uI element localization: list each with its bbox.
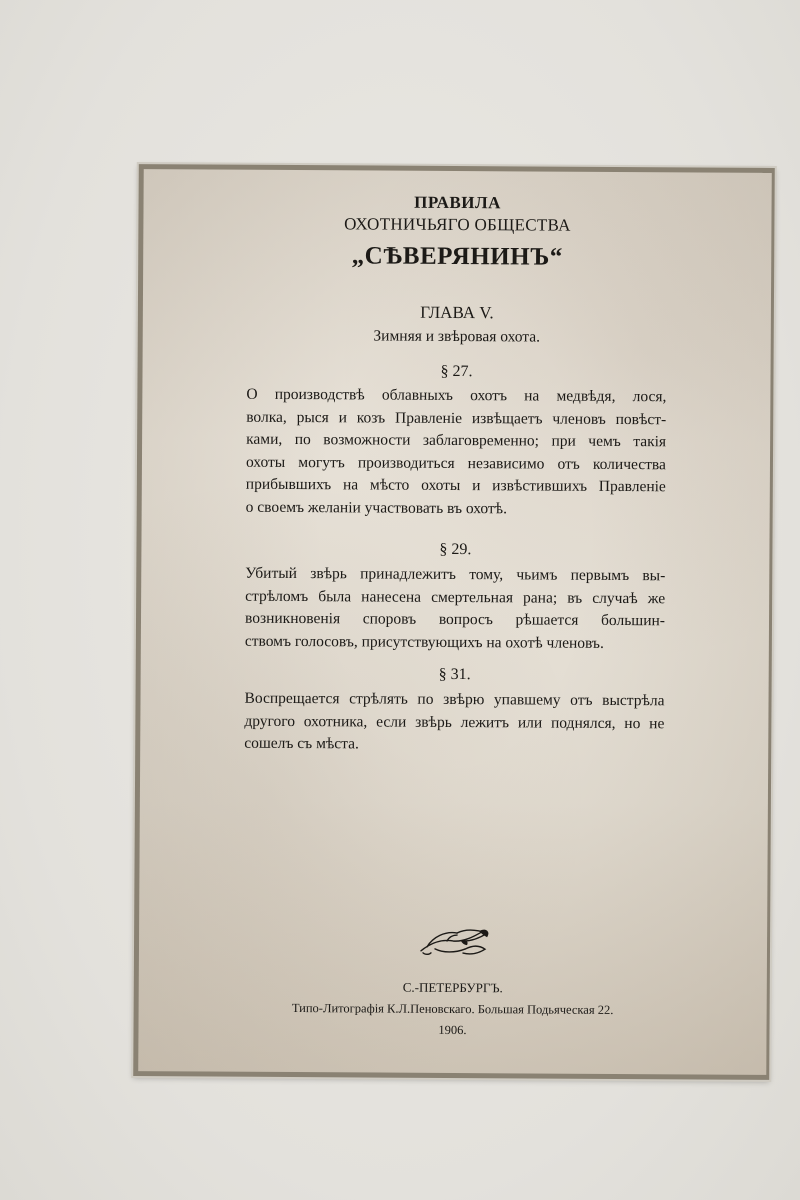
imprint-year: 1906.: [438, 1022, 467, 1038]
text-line: прибывшихъ на мѣсто охоты и извѣстившихъ Правленіе: [245, 476, 666, 496]
text-line: волка, рыся и козъ Правленіе извѣщаетъ членовъ повѣст-: [246, 408, 667, 428]
header-title-society: ОХОТНИЧЬЯГО ОБЩЕСТВА: [344, 214, 571, 235]
document-sheet: [138, 169, 771, 1075]
chapter-title: ГЛАВА V.: [420, 302, 494, 323]
text-line: Воспрещается стрѣлять по звѣрю упавшему отъ выстрѣла: [244, 689, 665, 710]
header-title-rules: ПРАВИЛА: [414, 192, 501, 213]
text-line: Убитый звѣрь принадлежитъ тому, чьимъ первымъ вы-: [245, 564, 666, 585]
text-line: охоты могутъ производиться независимо отъ количества: [245, 453, 667, 474]
section-body-29: [245, 563, 666, 656]
section-heading-27: § 27.: [440, 362, 473, 381]
chapter-subtitle: Зимняя и звѣровая охота.: [373, 327, 541, 346]
text-line: о своемъ желаніи участвовать въ охотѣ.: [245, 498, 508, 518]
feather-flourish-icon: [417, 923, 493, 959]
text-line: ствомъ голосовъ, присутствующихъ на охотѣ членовъ.: [244, 632, 604, 652]
section-body-31: [244, 688, 664, 758]
section-heading-29: § 29.: [439, 540, 472, 559]
section-body-27: [246, 384, 667, 522]
text-line: стрѣломъ была нанесена смертельная рана; въ случаѣ же: [245, 587, 666, 607]
text-line: О производствѣ облавныхъ охотъ на медвѣдя, лося,: [246, 385, 667, 406]
imprint-city: С.-ПЕТЕРБУРГЪ.: [402, 979, 503, 996]
text-line: возникновенія споровъ вопросъ рѣшается большин-: [244, 609, 666, 630]
imprint-printer: Типо-Литографія К.Л.Пеновскаго. Большая Подьяческая 22.: [291, 1001, 614, 1017]
header-title-name: „СѢВЕРЯНИНЪ“: [351, 242, 563, 271]
text-line: ками, по возможности заблаговременно; при чемъ такія: [246, 430, 667, 451]
text-line: сошелъ съ мѣста.: [244, 734, 359, 753]
section-heading-31: § 31.: [438, 665, 471, 684]
text-line: другого охотника, если звѣрь лежитъ или поднялся, но не: [244, 712, 665, 732]
